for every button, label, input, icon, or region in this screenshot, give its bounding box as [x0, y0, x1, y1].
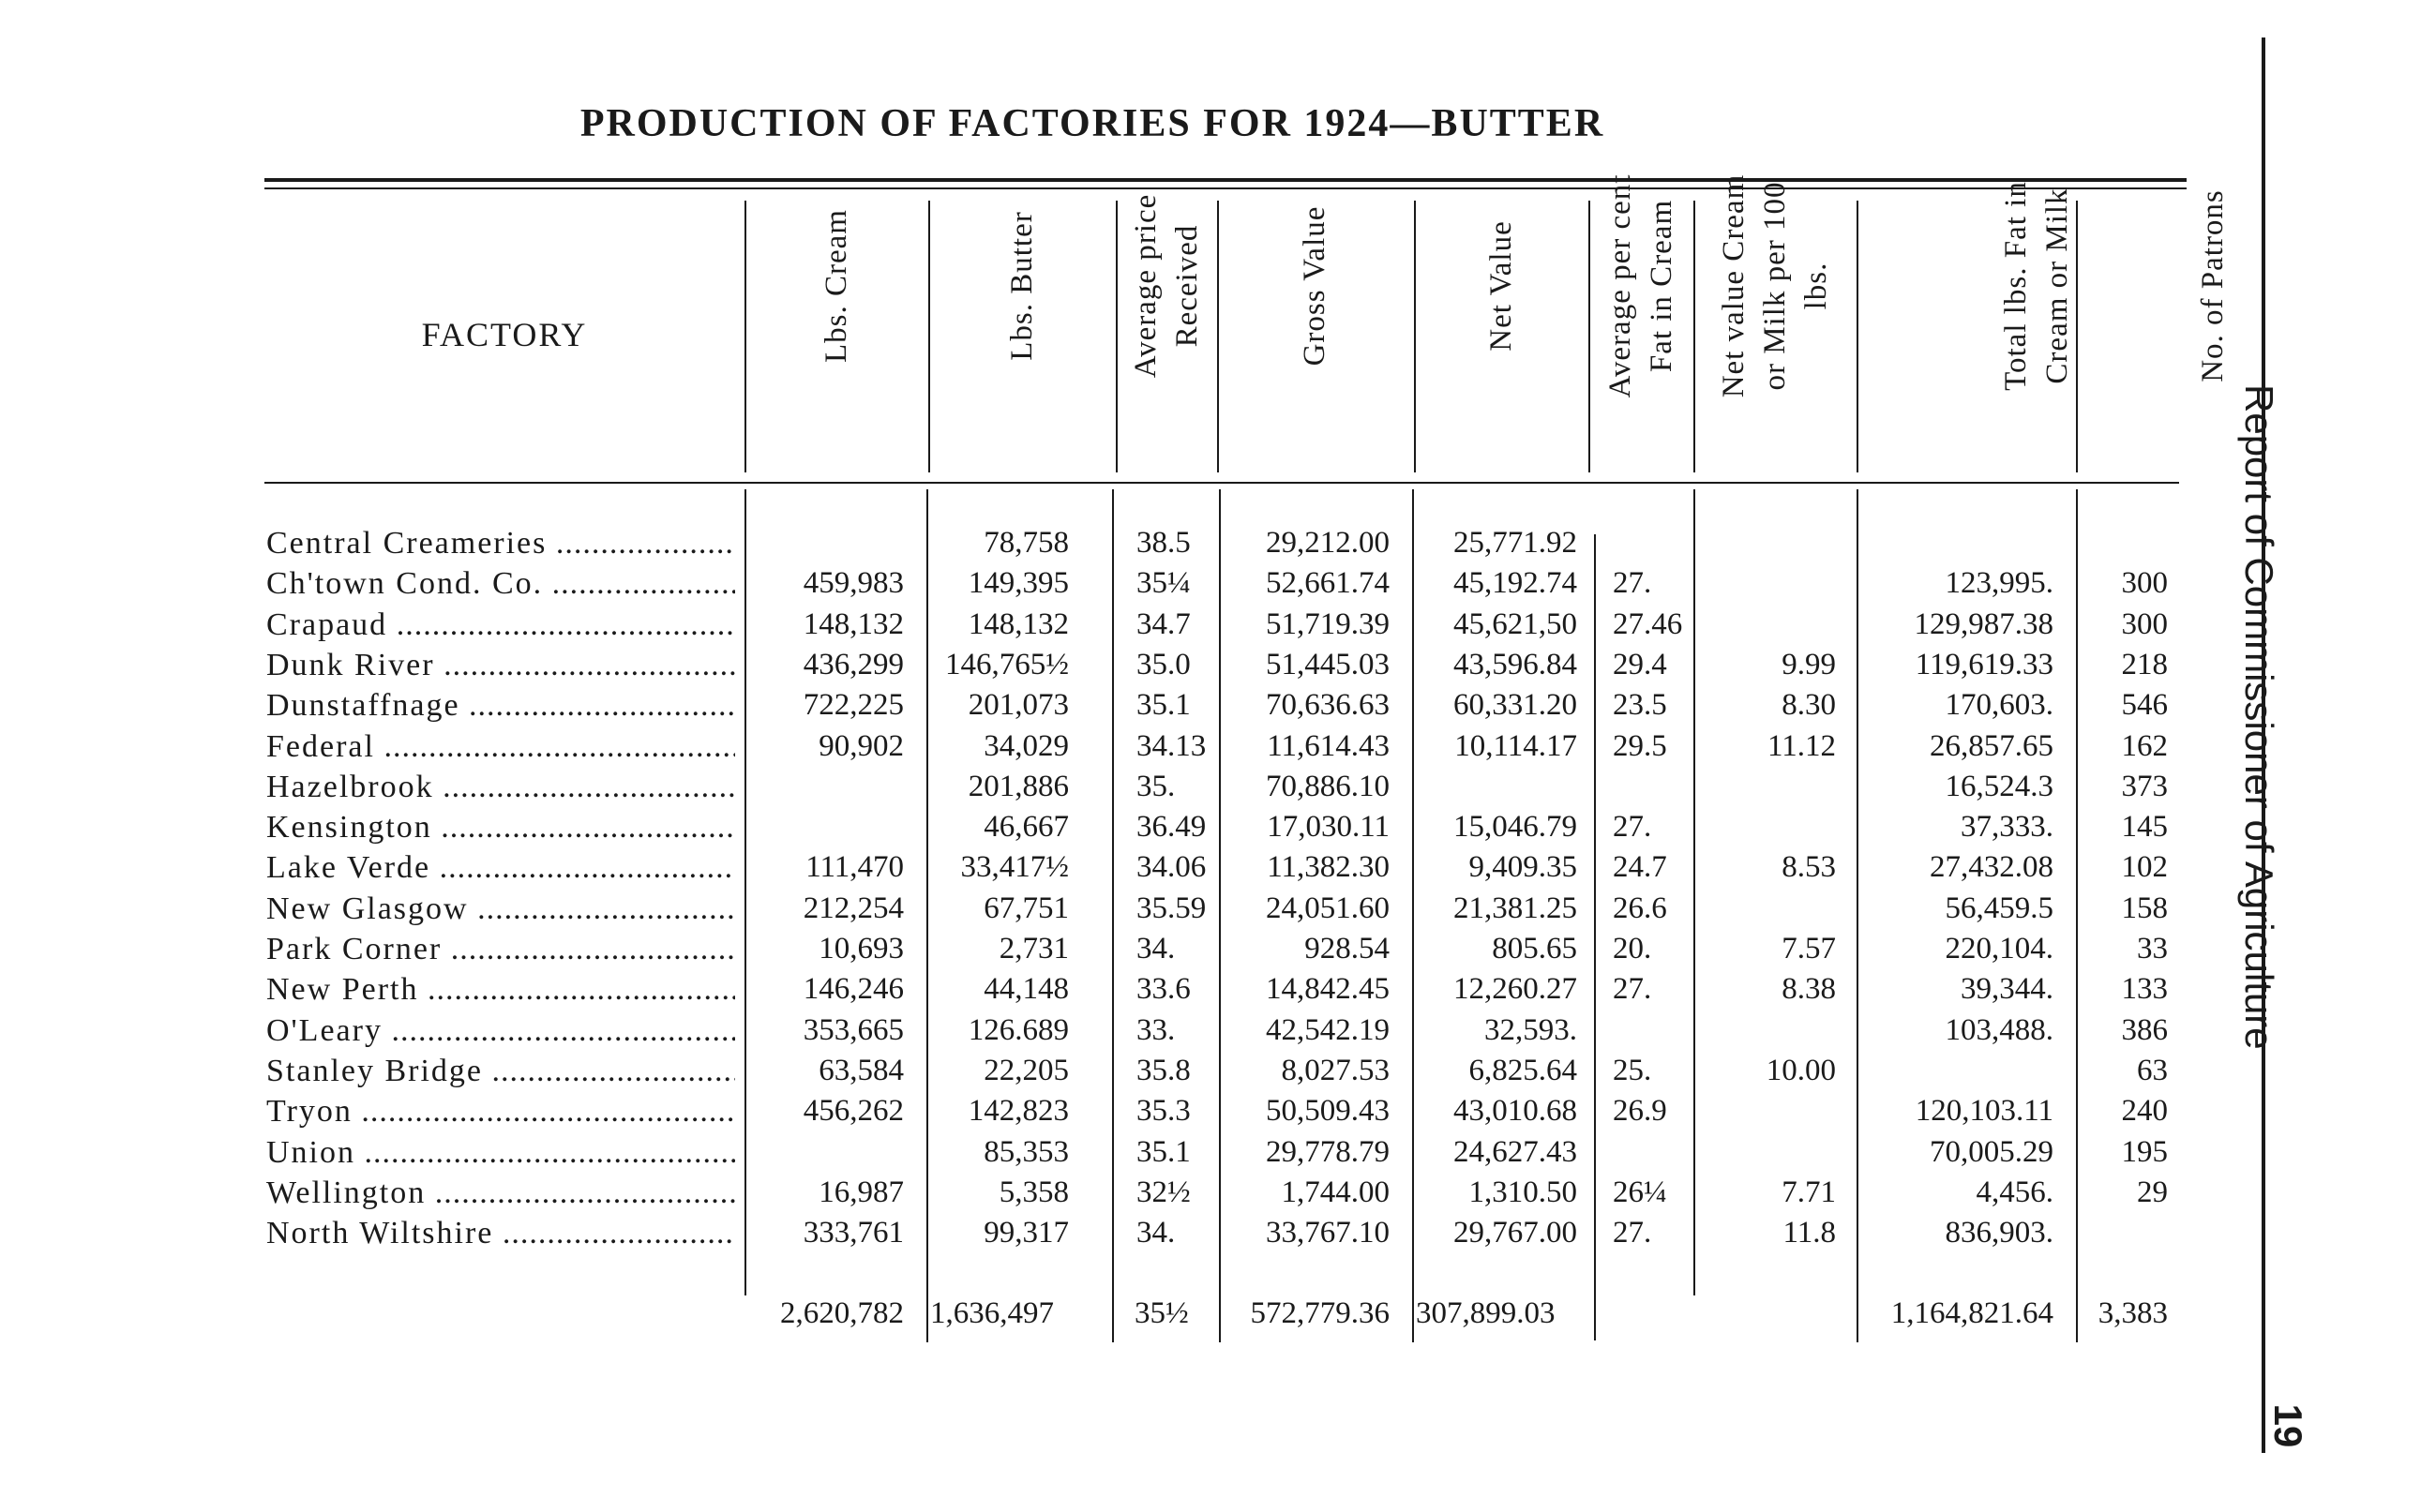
cell-total-fat: 70,005.29 — [1930, 1134, 2053, 1169]
cell-price: 38.5 — [1136, 526, 1191, 560]
cell-patrons: 195 — [2121, 1134, 2168, 1169]
cell-total-fat: 4,456. — [1976, 1175, 2053, 1209]
cell-gross: 1,744.00 — [1281, 1175, 1390, 1209]
cell-total-fat — [1862, 1051, 2053, 1091]
cell-cream: 10,693 — [819, 932, 904, 966]
cell-fat: 23.5 — [1613, 688, 1667, 723]
cell-butter: 44,148 — [984, 972, 1069, 1007]
cell-patrons: 158 — [2121, 891, 2168, 925]
total-fat-lbs: 1,164,821.64 — [1890, 1296, 2053, 1330]
cell-cream: 90,902 — [819, 728, 904, 763]
cell-net-cream: 9.99 — [1782, 647, 1836, 681]
cell-gross: 52,661.74 — [1266, 566, 1390, 601]
cell-butter: 146,765½ — [945, 647, 1069, 681]
header-divider — [928, 201, 930, 472]
cell-net: 25,771.92 — [1453, 526, 1577, 560]
cell-net-cream: 11.12 — [1767, 728, 1836, 763]
table-row — [0, 563, 2436, 604]
table-row — [0, 1132, 2436, 1173]
cell-cream: 353,665 — [803, 1012, 904, 1047]
cell-gross: 51,719.39 — [1266, 606, 1390, 641]
cell-gross: 11,614.43 — [1267, 728, 1390, 763]
cell-gross: 29,778.79 — [1266, 1134, 1390, 1169]
cell-total-fat: 170,603. — [1945, 688, 2053, 723]
cell-cream — [746, 767, 904, 807]
cell-price: 34. — [1136, 1216, 1176, 1250]
cell-cream: 111,470 — [805, 850, 904, 885]
total-net: 307,899.03 — [1416, 1296, 1556, 1330]
header-average-price: Average price Received — [1129, 193, 1204, 379]
cell-total-fat: 220,104. — [1945, 932, 2053, 966]
cell-net-cream — [1695, 523, 1836, 563]
cell-net: 805.65 — [1492, 932, 1577, 966]
table-row — [0, 1010, 2436, 1051]
cell-gross: 24,051.60 — [1266, 891, 1390, 925]
cell-butter: 5,358 — [999, 1175, 1069, 1209]
total-gross: 572,779.36 — [1250, 1296, 1390, 1330]
cell-total-fat: 39,344. — [1961, 972, 2053, 1007]
factory-name: New Perth ..... — [266, 969, 735, 1010]
cell-price: 35.59 — [1136, 891, 1207, 925]
factory-name: Hazelbrook ..... — [266, 767, 735, 807]
cell-price: 36.49 — [1136, 810, 1207, 845]
cell-gross: 11,382.30 — [1267, 850, 1390, 885]
cell-net-cream — [1695, 767, 1836, 807]
cell-butter: 46,667 — [984, 810, 1069, 845]
cell-fat: 26.9 — [1613, 1094, 1667, 1129]
cell-patrons: 386 — [2121, 1012, 2168, 1047]
cell-patrons: 300 — [2121, 606, 2168, 641]
table-row — [0, 726, 2436, 767]
cell-patrons — [2078, 1213, 2168, 1253]
table-row — [0, 929, 2436, 969]
cell-fat: 26¼ — [1613, 1175, 1667, 1209]
header-total-fat: Total lbs. Fat in Cream or Milk — [1999, 181, 2074, 391]
cell-net-cream: 7.71 — [1782, 1175, 1836, 1209]
cell-price: 34.13 — [1136, 728, 1207, 763]
cell-cream: 722,225 — [803, 688, 904, 723]
factory-name: Tryon ..... — [266, 1091, 735, 1131]
cell-price: 32½ — [1136, 1175, 1191, 1209]
cell-butter: 34,029 — [984, 728, 1069, 763]
cell-fat: 29.4 — [1613, 647, 1667, 681]
cell-patrons: 63 — [2137, 1053, 2168, 1087]
table-row — [0, 605, 2436, 645]
cell-price: 35.1 — [1136, 688, 1191, 723]
cell-gross: 50,509.43 — [1266, 1094, 1390, 1129]
factory-name: Dunk River ..... — [266, 645, 735, 685]
cell-gross: 8,027.53 — [1281, 1053, 1390, 1087]
cell-net-cream: 8.30 — [1782, 688, 1836, 723]
cell-fat — [1613, 767, 1692, 807]
factory-name: Federal ..... — [266, 726, 735, 767]
cell-cream: 148,132 — [803, 606, 904, 641]
cell-total-fat — [1862, 523, 2053, 563]
factory-name: New Glasgow ..... — [266, 889, 735, 929]
header-net-value-cream: Net value Cream or Milk per 100 lbs. — [1717, 173, 1833, 398]
cell-patrons: 218 — [2121, 647, 2168, 681]
running-head: Report of Commissioner of Agriculture — [2237, 384, 2281, 1050]
cell-price: 34.7 — [1136, 606, 1191, 641]
cell-net-cream: 8.38 — [1782, 972, 1836, 1007]
header-divider — [1857, 201, 1858, 472]
cell-fat — [1613, 1132, 1692, 1173]
cell-net-cream — [1695, 1010, 1836, 1051]
factory-name: Central Creameries ..... — [266, 523, 735, 563]
table-row — [0, 1051, 2436, 1091]
cell-patrons: 300 — [2121, 566, 2168, 601]
cell-patrons: 240 — [2121, 1094, 2168, 1129]
cell-butter: 126.689 — [968, 1012, 1069, 1047]
cell-net: 29,767.00 — [1453, 1216, 1577, 1250]
cell-price: 35.8 — [1136, 1053, 1191, 1087]
cell-butter: 85,353 — [984, 1134, 1069, 1169]
total-cream: 2,620,782 — [780, 1296, 904, 1330]
table-row — [0, 1173, 2436, 1213]
table-row — [0, 645, 2436, 685]
cell-net: 1,310.50 — [1468, 1175, 1577, 1209]
cell-total-fat: 129,987.38 — [1914, 606, 2053, 641]
cell-gross: 33,767.10 — [1266, 1216, 1390, 1250]
cell-total-fat: 56,459.5 — [1945, 891, 2053, 925]
cell-fat: 27. — [1613, 566, 1652, 601]
cell-fat: 29.5 — [1613, 728, 1667, 763]
factory-name: Dunstaffnage ..... — [266, 685, 735, 726]
factory-name: North Wiltshire ..... — [266, 1213, 735, 1253]
table-row — [0, 969, 2436, 1010]
cell-fat: 26.6 — [1613, 891, 1667, 925]
cell-fat: 27. — [1613, 1216, 1652, 1250]
cell-price: 35.0 — [1136, 647, 1191, 681]
cell-net-cream — [1695, 1132, 1836, 1173]
cell-gross: 42,542.19 — [1266, 1012, 1390, 1047]
cell-butter: 142,823 — [968, 1094, 1069, 1129]
factory-name: Ch'town Cond. Co. ..... — [266, 563, 735, 604]
cell-net-cream — [1695, 605, 1836, 645]
cell-patrons: 102 — [2121, 850, 2168, 885]
cell-total-fat: 26,857.65 — [1930, 728, 2053, 763]
factory-name: Lake Verde ..... — [266, 847, 735, 888]
cell-cream: 212,254 — [803, 891, 904, 925]
cell-fat: 27. — [1613, 972, 1652, 1007]
cell-cream: 16,987 — [819, 1175, 904, 1209]
header-factory: FACTORY — [421, 316, 588, 353]
cell-net: 32,593. — [1484, 1012, 1577, 1047]
cell-total-fat: 120,103.11 — [1915, 1094, 2053, 1129]
cell-net-cream — [1695, 807, 1836, 847]
cell-cream: 333,761 — [803, 1216, 904, 1250]
cell-total-fat: 103,488. — [1945, 1012, 2053, 1047]
total-patrons: 3,383 — [2098, 1296, 2168, 1330]
header-bottom-rule — [264, 482, 2179, 484]
cell-butter: 22,205 — [984, 1053, 1069, 1087]
cell-butter: 149,395 — [968, 566, 1069, 601]
cell-butter: 67,751 — [984, 891, 1069, 925]
cell-net: 43,010.68 — [1453, 1094, 1577, 1129]
cell-fat — [1613, 523, 1692, 563]
cell-net: 45,621,50 — [1453, 606, 1577, 641]
cell-net-cream: 7.57 — [1782, 932, 1836, 966]
cell-net: 6,825.64 — [1468, 1053, 1577, 1087]
cell-total-fat: 37,333. — [1961, 810, 2053, 845]
page-title: PRODUCTION OF FACTORIES FOR 1924—BUTTER — [579, 102, 1605, 145]
table-row — [0, 1213, 2436, 1253]
cell-net-cream: 11.8 — [1782, 1216, 1836, 1250]
cell-gross: 17,030.11 — [1267, 810, 1390, 845]
cell-total-fat: 16,524.3 — [1945, 769, 2053, 803]
total-price: 35½ — [1135, 1296, 1189, 1330]
cell-total-fat: 119,619.33 — [1915, 647, 2053, 681]
cell-total-fat: 836,903. — [1945, 1216, 2053, 1250]
header-gross-value: Gross Value — [1298, 205, 1331, 367]
page-number: 19 — [2266, 1403, 2310, 1448]
factory-name: Crapaud ..... — [266, 605, 735, 645]
cell-price: 34.06 — [1136, 850, 1207, 885]
table-row — [0, 807, 2436, 847]
cell-price: 33. — [1136, 1012, 1176, 1047]
cell-net — [1416, 767, 1577, 807]
factory-name: Union ..... — [266, 1132, 735, 1173]
cell-net-cream — [1695, 1091, 1836, 1131]
cell-patrons: 162 — [2121, 728, 2168, 763]
cell-fat: 25. — [1613, 1053, 1652, 1087]
cell-patrons: 145 — [2121, 810, 2168, 845]
cell-patrons — [2078, 523, 2168, 563]
cell-butter: 99,317 — [984, 1216, 1069, 1250]
cell-butter: 33,417½ — [960, 850, 1069, 885]
cell-net: 60,331.20 — [1453, 688, 1577, 723]
cell-net-cream — [1695, 889, 1836, 929]
table-row — [0, 889, 2436, 929]
factory-name: Kensington ..... — [266, 807, 735, 847]
cell-patrons: 33 — [2137, 932, 2168, 966]
cell-net: 24,627.43 — [1453, 1134, 1577, 1169]
header-lbs-butter: Lbs. Butter — [1005, 211, 1039, 361]
cell-cream — [746, 523, 904, 563]
factory-name: Stanley Bridge ..... — [266, 1051, 735, 1091]
cell-price: 35. — [1136, 769, 1176, 803]
cell-net: 15,046.79 — [1453, 810, 1577, 845]
cell-cream: 436,299 — [803, 647, 904, 681]
factory-name: Park Corner ..... — [266, 929, 735, 969]
cell-net: 45,192.74 — [1453, 566, 1577, 601]
cell-gross: 14,842.45 — [1266, 972, 1390, 1007]
cell-cream: 63,584 — [819, 1053, 904, 1087]
cell-patrons: 29 — [2137, 1175, 2168, 1209]
header-net-value: Net Value — [1484, 220, 1518, 352]
cell-net: 21,381.25 — [1453, 891, 1577, 925]
factory-name: O'Leary ..... — [266, 1010, 735, 1051]
cell-fat — [1613, 1010, 1692, 1051]
cell-net: 9,409.35 — [1468, 850, 1577, 885]
cell-butter: 201,073 — [968, 688, 1069, 723]
cell-gross: 928.54 — [1304, 932, 1390, 966]
cell-price: 34. — [1136, 932, 1176, 966]
cell-net-cream: 8.53 — [1782, 850, 1836, 885]
cell-price: 35.1 — [1136, 1134, 1191, 1169]
table-row — [0, 523, 2436, 563]
table-row — [0, 1091, 2436, 1131]
cell-cream: 459,983 — [803, 566, 904, 601]
cell-total-fat: 27,432.08 — [1930, 850, 2053, 885]
cell-price: 33.6 — [1136, 972, 1191, 1007]
cell-net: 12,260.27 — [1453, 972, 1577, 1007]
table-row — [0, 685, 2436, 726]
header-divider — [1414, 201, 1416, 472]
total-butter: 1,636,497 — [930, 1296, 1054, 1330]
table-row — [0, 767, 2436, 807]
cell-butter: 148,132 — [968, 606, 1069, 641]
cell-butter: 2,731 — [999, 932, 1069, 966]
cell-cream — [746, 807, 904, 847]
cell-butter: 201,886 — [968, 769, 1069, 803]
table-row — [0, 847, 2436, 888]
header-divider — [744, 201, 746, 472]
header-lbs-cream: Lbs. Cream — [820, 209, 853, 363]
cell-fat: 24.7 — [1613, 850, 1667, 885]
cell-net: 10,114.17 — [1454, 728, 1577, 763]
cell-price: 35¼ — [1136, 566, 1191, 601]
cell-gross: 70,636.63 — [1266, 688, 1390, 723]
cell-fat: 27.46 — [1613, 606, 1683, 641]
cell-gross: 51,445.03 — [1266, 647, 1390, 681]
cell-net: 43,596.84 — [1453, 647, 1577, 681]
totals-row — [0, 1294, 2436, 1334]
cell-cream — [746, 1132, 904, 1173]
cell-cream: 146,246 — [803, 972, 904, 1007]
cell-gross: 70,886.10 — [1266, 769, 1390, 803]
cell-cream: 456,262 — [803, 1094, 904, 1129]
cell-butter: 78,758 — [984, 526, 1069, 560]
cell-total-fat: 123,995. — [1945, 566, 2053, 601]
header-patrons: No. of Patrons — [2196, 189, 2230, 382]
factory-name: Wellington ..... — [266, 1173, 735, 1213]
cell-price: 35.3 — [1136, 1094, 1191, 1129]
cell-net-cream — [1695, 563, 1836, 604]
header-average-fat: Average per cent Fat in Cream — [1603, 173, 1678, 398]
cell-fat: 27. — [1613, 810, 1652, 845]
cell-fat: 20. — [1613, 932, 1652, 966]
cell-gross: 29,212.00 — [1266, 526, 1390, 560]
cell-patrons: 133 — [2121, 972, 2168, 1007]
cell-patrons: 373 — [2121, 769, 2168, 803]
cell-patrons: 546 — [2121, 688, 2168, 723]
cell-net-cream: 10.00 — [1766, 1053, 1836, 1087]
